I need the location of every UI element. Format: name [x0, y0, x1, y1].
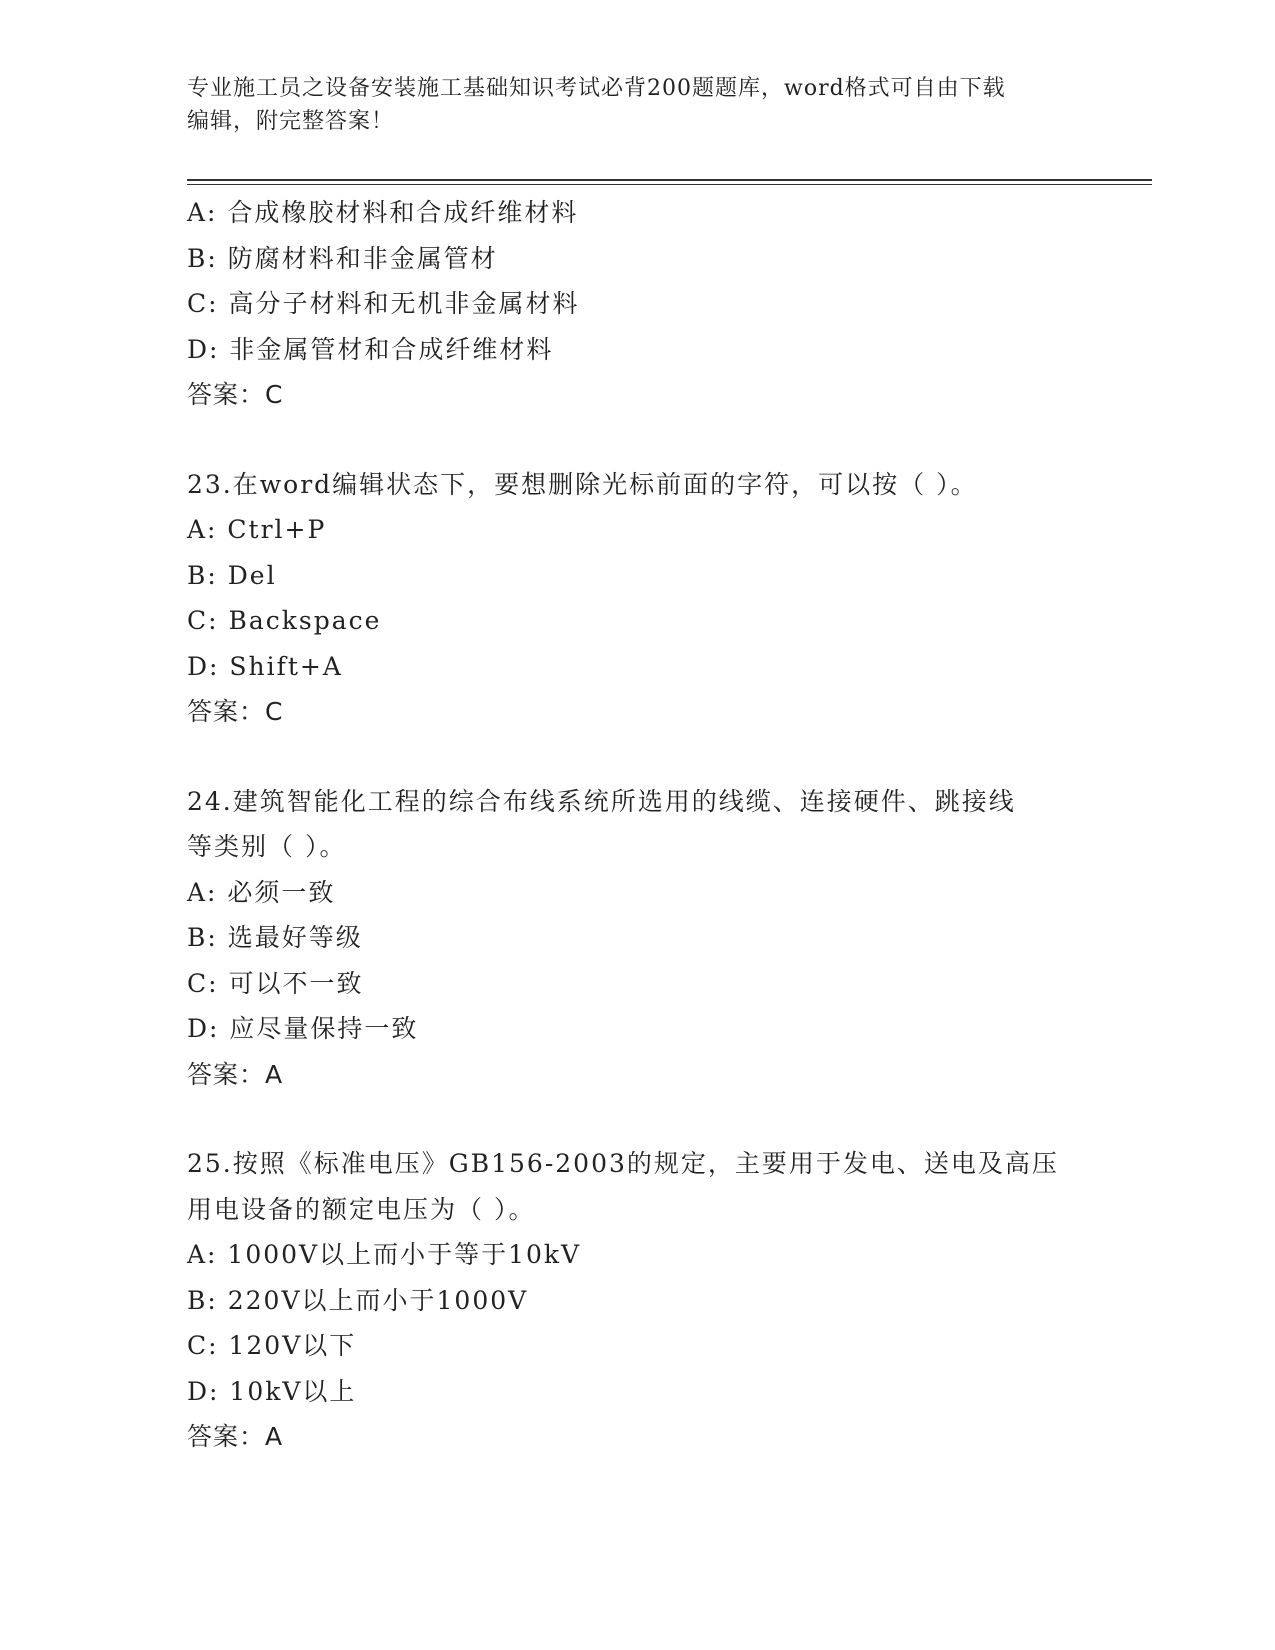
option-d: D: 非金属管材和合成纤维材料: [187, 334, 554, 364]
header-title-line-2: 编辑，附完整答案！: [187, 109, 395, 134]
question-list: [187, 190, 1087, 1460]
header-title-line-1: 专业施工员之设备安装施工基础知识考试必背200题题库，word格式可自由下载: [187, 76, 1006, 101]
option-b: B: 选最好等级: [187, 923, 363, 952]
question-stem-line-1: 25.按照《标准电压》GB156-2003的规定，主要用于发电、送电及高压: [187, 1149, 1059, 1178]
option-b: B: 220V以上而小于1000V: [187, 1285, 529, 1315]
question-22-tail: [187, 190, 1087, 418]
answer-label: 答案：A: [187, 1059, 284, 1089]
option-c: C: 高分子材料和无机非金属材料: [187, 289, 580, 318]
question-spacer: [187, 1097, 1087, 1141]
option-b: B: 防腐材料和非金属管材: [187, 243, 498, 273]
option-d: D: Shift+A: [187, 651, 343, 681]
option-a: A: 必须一致: [187, 877, 336, 907]
question-stem: 23.在word编辑状态下，要想删除光标前面的字符，可以按（ ）。: [187, 469, 978, 499]
question-stem-line-2: 用电设备的额定电压为（ ）。: [187, 1194, 536, 1224]
question-25: [187, 1141, 1087, 1460]
option-c: C: 可以不一致: [187, 968, 364, 998]
question-24: [187, 779, 1087, 1098]
option-a: A: 合成橡胶材料和合成纤维材料: [187, 198, 579, 227]
option-d: D: 10kV以上: [187, 1376, 357, 1406]
option-c: C: Backspace: [187, 606, 382, 635]
question-spacer: [187, 418, 1087, 462]
question-spacer: [187, 735, 1087, 779]
option-b: B: Del: [187, 560, 277, 590]
question-23: [187, 462, 1087, 735]
header-divider-thin: [187, 184, 1152, 185]
option-a: A: Ctrl+P: [187, 515, 327, 544]
answer-label: 答案：C: [187, 380, 284, 409]
answer-label: 答案：A: [187, 1422, 284, 1451]
document-header: [187, 72, 1067, 138]
answer-label: 答案：C: [187, 697, 284, 726]
question-stem-line-1: 24.建筑智能化工程的综合布线系统所选用的线缆、连接硬件、跳接线: [187, 786, 1016, 816]
option-c: C: 120V以下: [187, 1331, 357, 1360]
option-d: D: 应尽量保持一致: [187, 1014, 419, 1043]
question-stem-line-2: 等类别（ ）。: [187, 832, 347, 861]
option-a: A: 1000V以上而小于等于10kV: [187, 1240, 582, 1269]
header-divider-thick: [187, 179, 1152, 181]
